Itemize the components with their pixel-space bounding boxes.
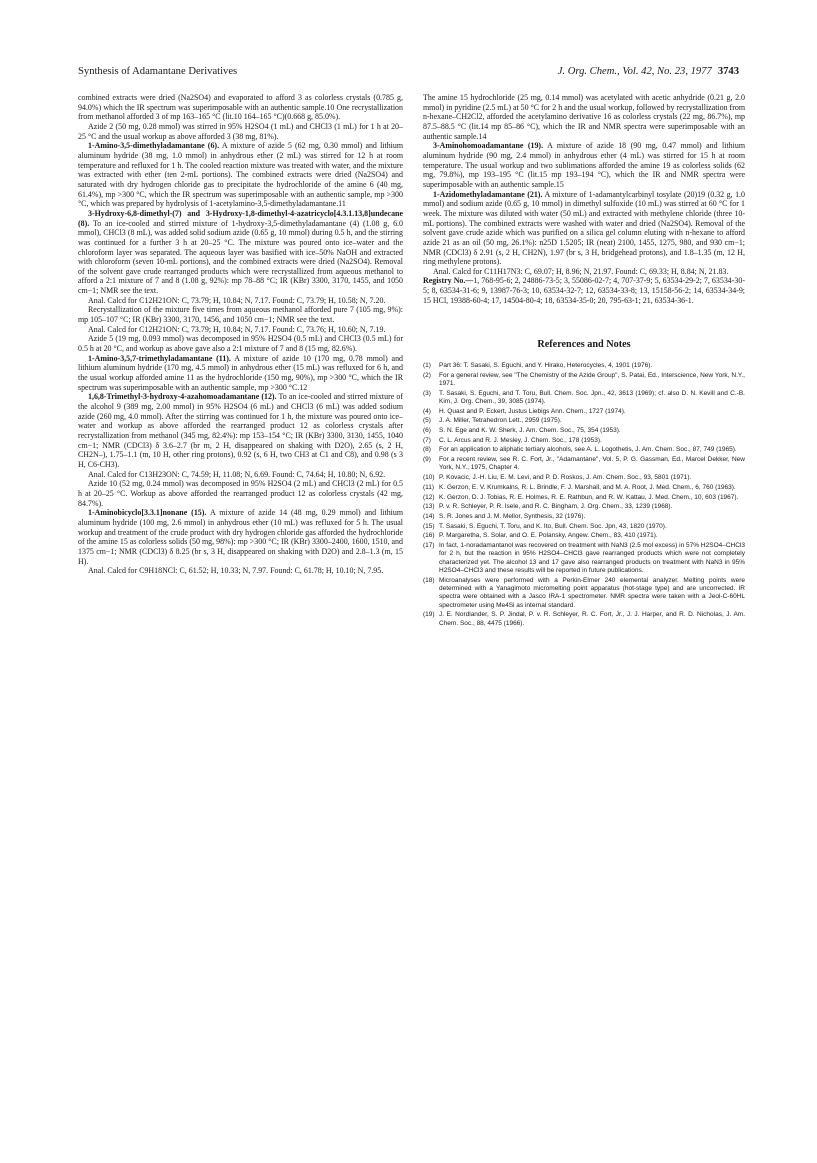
reference-item <box>423 437 745 445</box>
paragraph-text: Azide 2 (50 mg, 0.28 mmol) was stirred in 95% H2SO4 (1 mL) and CHCl3 (1 mL) for 1 h at 20–25 °C and the usual workup as above afforded 3 (38 mg, 81%). <box>78 121 403 141</box>
section-heading: 1,6,8-Trimethyl-3-hydroxy-4-azahomoadamantane (12). <box>88 392 277 402</box>
reference-number: (1) <box>423 361 431 369</box>
reference-number: (18) <box>423 576 435 584</box>
paragraph-text: The amine 15 hydrochloride (25 mg, 0.14 mmol) was acetylated with acetic anhydride (0.21 g, 2.0 mmol) in pyridine (2.5 mL) at 50 °C for 2 h and the usual workup, followed by recrystallization from n-hexane–CH2Cl2, afforded the acetylamino derivative 16 as colorless crystals (22 mg, 86.7%), mp 87.5–88.5 °C (lit.14 mp 85–86 °C), which the IR and NMR spectra were superimposable with an authentic sample.14 <box>423 93 745 141</box>
left-column-paragraph <box>78 470 403 480</box>
right-column <box>423 93 745 629</box>
paragraph-text: A mixture of azide 18 (90 mg, 0.47 mmol) and lithium aluminum hydride (90 mg, 2.4 mmol) in anhydrous ether (4 mL) was stirred for 15 h at room temperature. The usual workup and two sublimations afforded the amine 19 as colorless solids (62 mg, 79.8%), mp 193–195 °C (lit.15 mp 193–194 °C), which the IR and NMR spectra were superimposable with an authentic sample.15 <box>423 141 745 189</box>
reference-number: (15) <box>423 522 435 530</box>
reference-item <box>423 417 745 425</box>
paragraph-text: A mixture of azide 14 (48 mg, 0.29 mmol) and lithium aluminum hydride (100 mg, 2.6 mmol) in anhydrous ether (10 mL) was refluxed for 5 h. The usual workup and treatment of the crude product with dry hydrogen chloride gas afforded the hydrochloride of the amine 15 as colorless solids (50 mg, 98%): mp >300 °C; IR (KBr) 3300–2400, 1600, 1510, and 1375 cm−1; NMR (CDCl3) δ 8.25 (br s, 3 H, disappeared on shaking with D2O) and 2.8–1.3 (m, 15 H). <box>78 508 404 566</box>
reference-item <box>423 532 745 540</box>
reference-number: (4) <box>423 407 431 415</box>
running-header <box>78 66 739 82</box>
reference-text: For an application to aliphatic tertiary alcohols, see A. L. Logothetis, J. Am. Chem. Soc., 87, 749 (1965). <box>439 446 737 454</box>
section-heading: 1-Azidomethyladamantane (21). <box>433 189 543 199</box>
reference-item <box>423 372 745 389</box>
reference-item <box>423 456 745 473</box>
reference-number: (5) <box>423 417 431 425</box>
left-column-paragraph <box>78 354 403 393</box>
reference-text: J. A. Miller, Tetrahedron Lett., 2959 (1975). <box>439 417 562 425</box>
reference-item <box>423 503 745 511</box>
reference-text: S. N. Ege and K. W. Sherk, J. Am. Chem. Soc., 75, 354 (1953). <box>439 426 621 434</box>
reference-item <box>423 611 745 628</box>
reference-text: Microanalyses were performed with a Perkin-Elmer 240 elemental analyzer. Melting points were determined with a Yanagimoto micromelting point apparatus (hot-stage type) and are uncorrected. IR spectra were obtained with a Jasco IRA-1 spectrometer. NMR spectra were taken with a Jeol-C-60HL spectrometer using Me4Si as internal standard. <box>439 576 745 609</box>
reference-text: For a recent review, see R. C. Fort, Jr., "Adamantane", Vol. 5, P. G. Gassman, Ed., Marcel Dekker, New York, N.Y., 1975, Chapter 4. <box>439 456 745 472</box>
right-column-paragraph <box>423 141 745 189</box>
reference-number: (16) <box>423 532 435 540</box>
reference-number: (9) <box>423 456 431 464</box>
reference-text: T. Sasaki, S. Eguchi, and T. Toru, Bull. Chem. Soc. Jpn., 42, 3613 (1969); cf. also D. N. Kevill and C.-B. Kim, J. Org. Chem., 39, 3085 (1974). <box>439 389 745 405</box>
section-heading: 1-Amino-3,5-dimethyladamantane (6). <box>88 141 220 151</box>
reference-number: (14) <box>423 512 435 520</box>
section-heading: 3-Hydroxy-6,8-dimethyl-(7) and 3-Hydroxy-1,8-dimethyl-4-azatricyclo[4.3.1.13,8]undecane (8). <box>78 208 403 228</box>
reference-item <box>423 542 745 575</box>
paragraph-text: Azide 10 (52 mg, 0.24 mmol) was decomposed in 95% H2SO4 (2 mL) and CHCl3 (2 mL) for 0.5 h at 20–25 °C. Workup as above afforded the rearranged product 12 as colorless crystals (42 mg, 84.7%). <box>78 479 403 508</box>
reference-number: (3) <box>423 389 431 397</box>
left-column-paragraph <box>78 508 403 566</box>
paragraph-text: To an ice-cooled and stirred mixture of the alcohol 9 (389 mg, 2.00 mmol) in 95% H2SO4 (6 mL) and CHCl3 (6 mL) was added sodium azide (260 mg, 4.0 mmol). After the stirring was continued for 1 h, the mixture was poured onto ice–water and workup as above afforded the rearranged product 12 as colorless crystals after recrystallization from methanol (345 mg, 82.4%): mp 153–154 °C; IR (KBr) 3300, 3130, 1455, 1040 cm−1; NMR (CDCl3) δ 3.6–2.7 (br m, 2 H, disappeared on shaking with D2O), 2.65 (s, 2 H, CH2N–), 1.75–1.1 (m, 10 H, other ring protons), 0.92 (s, 6 H, two CH3 at C1 and C8), and 0.98 (s 3 H, C6-CH3). <box>78 392 403 469</box>
paragraph-text: Recrystallization of the mixture five times from aqueous methanol afforded pure 7 (105 mg, 9%): mp 105–107 °C; IR (KBr) 3300, 3170, 1456, and 1050 cm−1; NMR see the text. <box>78 305 403 325</box>
section-heading: 1-Aminobicyclo[3.3.1]nonane (15). <box>88 508 207 518</box>
reference-number: (8) <box>423 446 431 454</box>
reference-number: (11) <box>423 483 435 491</box>
journal-citation <box>558 66 739 77</box>
left-column-paragraph <box>78 305 403 324</box>
reference-text: T. Sasaki, S. Eguchi, T. Toru, and K. Ito, Bull. Chem. Soc. Jpn, 43, 1820 (1970). <box>439 522 667 530</box>
paragraph-text: A mixture of azide 5 (62 mg, 0.30 mmol) and lithium aluminum hydride (38 mg, 1.0 mmol) in anhydrous ether (2 mL) was stirred for 12 h at room temperature and refluxed for 1 h. The cooled reaction mixture was treated with water, and the mixture was extracted with ether (ten 2-mL portions). The combined extracts were dried (Na2SO4) and saturated with dry hydrogen chloride gas to precipitate the hydrochloride of the amine 6 (40 mg, 61.4%), mp >300 °C, which the IR spectrum was superimposable with an authentic sample, mp >300 °C, which was prepared by hydrolysis of 1-acetylamino-3,5-dimethyladamantane.11 <box>78 141 404 209</box>
paragraph-text: Anal. Calcd for C12H21ON: C, 73.79; H, 10.84; N, 7.17. Found: C, 73.79; H, 10.58; N, 7.20. <box>88 295 386 305</box>
registry-numbers <box>423 276 745 305</box>
paragraph-text: Anal. Calcd for C9H18NCl: C, 61.52; H, 10.33; N, 7.97. Found: C, 61.78; H, 10.10; N, 7.95. <box>88 566 384 576</box>
left-column-paragraph <box>78 392 403 469</box>
section-heading: 1-Amino-3,5,7-trimethyladamantane (11). <box>88 353 231 363</box>
left-column-paragraph <box>78 296 403 306</box>
reference-text: Part 36: T. Sasaki, S. Eguchi, and Y. Hirako, Heterocycles, 4, 1901 (1976). <box>439 361 653 369</box>
reference-text: In fact, 1-noradamantanol was recovered on treatment with NaN3 (2.5 mol excess) in 57% H2SO4–CHCl3 for 2 h, but the reaction in 95% H2SO4–CHCl3 gave rearranged products which were not completely characterized yet. The alcohol 13 and 17 gave also rearranged products on treatment with NaN3 in 95% H2SO4–CHCl3 and these results will be reported in future publications. <box>439 542 745 574</box>
left-column-paragraph <box>78 141 403 209</box>
paragraph-text: A mixture of 1-adamantylcarbinyl tosylate (20)19 (0.32 g, 1.0 mmol) and sodium azide (0.65 g, 10 mmol) in dimethyl sulfoxide (10 mL) was stirred at 60 °C for 1 week. The mixture was diluted with water (50 mL) and extracted with methylene chloride (three 10-mL portions). The combined extracts were washed with water and dried (Na2SO4). Removal of the solvent gave crude azide which was purified on a silica gel column eluting with n-hexane to afford azide 21 as an oil (50 mg, 26.1%): n25D 1.5205; IR (neat) 2100, 1455, 1275, 980, and 930 cm−1; NMR (CDCl3) δ 2.91 (s, 2 H, CH2N), 1.97 (br s, 3 H, bridgehead protons), and 1.8–1.35 (m, 12 H, ring methylene protons). <box>423 189 746 267</box>
reference-text: C. L. Arcus and R. J. Mesley, J. Chem. Soc., 178 (1953). <box>439 436 602 444</box>
paragraph-text: To an ice-cooled and stirred mixture of 1-hydroxy-3,5-dimethyladamantane (4) (1.08 g, 6.0 mmol), CHCl3 (8 mL), was added solid sodium azide (0.65 g, 10 mmol) during 0.5 h, and the stirring was continued for a further 3 h at 20–25 °C. The mixture was poured onto ice–water and the chloroform layer was separated. The aqueous layer was basified with ice–50% NaOH and extracted with chloroform (seven 10-mL portions), and the combined extracts were dried (Na2SO4). Removal of the solvent gave crude rearranged products which were recrystallized from aqueous methanol to afford a 2:1 mixture of 7 and 8 (1.08 g, 92%): mp 78–88 °C; IR (KBr) 3300, 3170, 1455, and 1050 cm−1; NMR see the text. <box>78 218 404 296</box>
reference-item <box>423 494 745 502</box>
reference-number: (17) <box>423 542 435 550</box>
left-column-paragraph <box>78 479 403 508</box>
reference-text: J. E. Nordlander, S. P. Jindal, P. v. R. Schleyer, R. C. Fort, Jr., J. J. Harper, and R. D. Nicholas, J. Am. Chem. Soc., 88, 4475 (1966). <box>439 611 745 627</box>
references-heading: References and Notes <box>537 339 631 351</box>
reference-number: (6) <box>423 426 431 434</box>
reference-item <box>423 446 745 454</box>
reference-text: H. Quast and P. Eckert, Justus Liebigs Ann. Chem., 1727 (1974). <box>439 407 626 415</box>
citation-text: J. Org. Chem., Vol. 42, No. 23, 1977 <box>557 66 712 77</box>
reference-text: P. v. R. Schleyer, P. R. Isele, and R. C. Bingham, J. Org. Chem., 33, 1239 (1968). <box>439 503 673 511</box>
page-number: 3743 <box>717 66 739 77</box>
reference-item <box>423 513 745 521</box>
reference-text: P. Kovacic, J.-H. Liu, E. M. Levi, and P. D. Roskos, J. Am. Chem. Soc., 93, 5801 (1971). <box>439 474 692 482</box>
reference-item <box>423 484 745 492</box>
reference-number: (2) <box>423 371 431 379</box>
right-column-body <box>423 93 745 276</box>
reference-item <box>423 577 745 610</box>
reference-number: (12) <box>423 493 435 501</box>
reference-number: (13) <box>423 503 435 511</box>
left-column-paragraph <box>78 334 403 353</box>
section-heading: 3-Aminohomoadamantane (19). <box>433 141 544 151</box>
reference-item <box>423 408 745 416</box>
right-column-paragraph <box>423 267 745 277</box>
paragraph-text: Anal. Calcd for C13H23ON: C, 74.59; H, 11.08; N, 6.69. Found: C, 74.64; H, 10.80; N, 6.92. <box>88 469 386 479</box>
reference-item <box>423 427 745 435</box>
left-column <box>78 93 403 576</box>
reference-item <box>423 523 745 531</box>
paragraph-text: Anal. Calcd for C11H17N3: C, 69.07; H, 8.96; N, 21.97. Found: C, 69.33; H, 8.84; N, 21.83. <box>433 266 729 276</box>
reference-text: K. Gerzon, E. V. Krumkalns, R. L. Brindle, F. J. Marshall, and M. A. Root, J. Med. Chem., 6, 760 (1963). <box>439 483 736 491</box>
left-column-paragraph <box>78 209 403 296</box>
references-list <box>423 362 745 628</box>
reference-item <box>423 474 745 482</box>
paragraph-text: Azide 5 (19 mg, 0.093 mmol) was decomposed in 95% H2SO4 (0.5 mL) and CHCl3 (0.5 mL) for 0.5 h at 20 °C, and workup as above gave also a 2:1 mixture of 7 and 8 (15 mg, 82.6%). <box>78 334 403 354</box>
paragraph-text: Anal. Calcd for C12H21ON: C, 73.79; H, 10.84; N, 7.17. Found: C, 73.76; H, 10.60; N, 7.19. <box>88 324 386 334</box>
reference-number: (19) <box>423 611 435 619</box>
reference-text: S. R. Jones and J. M. Mellor, Synthesis, 32 (1976). <box>439 512 586 520</box>
left-column-paragraph <box>78 93 403 122</box>
reference-text: P. Margaretha, S. Solar, and O. E. Polansky, Angew. Chem., 83, 410 (1971). <box>439 532 658 540</box>
reference-item <box>423 362 745 370</box>
left-column-paragraph <box>78 325 403 335</box>
reference-number: (10) <box>423 474 435 482</box>
reference-text: For a general review, see "The Chemistry of the Azide Group", S. Patai, Ed., Interscience, New York, N.Y., 1971. <box>439 371 745 387</box>
reference-item <box>423 390 745 407</box>
reference-number: (7) <box>423 436 431 444</box>
reference-text: K. Gerzon, D. J. Tobias, R. E. Holmes, R. E. Rathbun, and R. W. Kattau, J. Med. Chem., 10, 603 (1967). <box>439 493 739 501</box>
paragraph-text: combined extracts were dried (Na2SO4) and evaporated to afford 3 as colorless crystals (0.785 g, 94.0%) which the IR spectrum was superimposable with an authentic sample.10 One recrystallization from methanol afforded 3 of mp 163–165 °C (lit.10 164–165 °C)(0.668 g, 85.0%). <box>78 93 403 122</box>
registry-label: Registry No.— <box>423 276 474 286</box>
right-column-paragraph <box>423 190 745 267</box>
running-title: Synthesis of Adamantane Derivatives <box>78 66 238 77</box>
paragraph-text: A mixture of azide 10 (170 mg, 0.78 mmol) and lithium aluminum hydride (170 mg, 4.5 mmol) in anhydrous ether (15 mL) was refluxed for 6 h, and the usual workup afforded amine 11 as the hydrochloride (150 mg, 90%), mp >300 °C, which the IR spectrum was superimposable with an authentic sample, mp >300 °C.12 <box>78 353 404 392</box>
left-column-paragraph <box>78 566 403 576</box>
registry-text: 1, 768-95-6; 2, 24886-73-5; 3, 55086-02-7; 4, 707-37-9; 5, 63534-29-2; 7, 63534-30-5; 8, 63534-31-6; 9, 13987-76-3; 10, 63534-32-7; 12, 63534-33-8; 13, 15158-56-2; 14, 63534-34-9; 15 HCl, 19388-60-4; 17, 14504-80-4; 18, 63534-35-0; 20, 795-63-1; 21, 63534-36-1. <box>423 276 745 305</box>
left-column-paragraph <box>78 122 403 141</box>
right-column-paragraph <box>423 93 745 141</box>
